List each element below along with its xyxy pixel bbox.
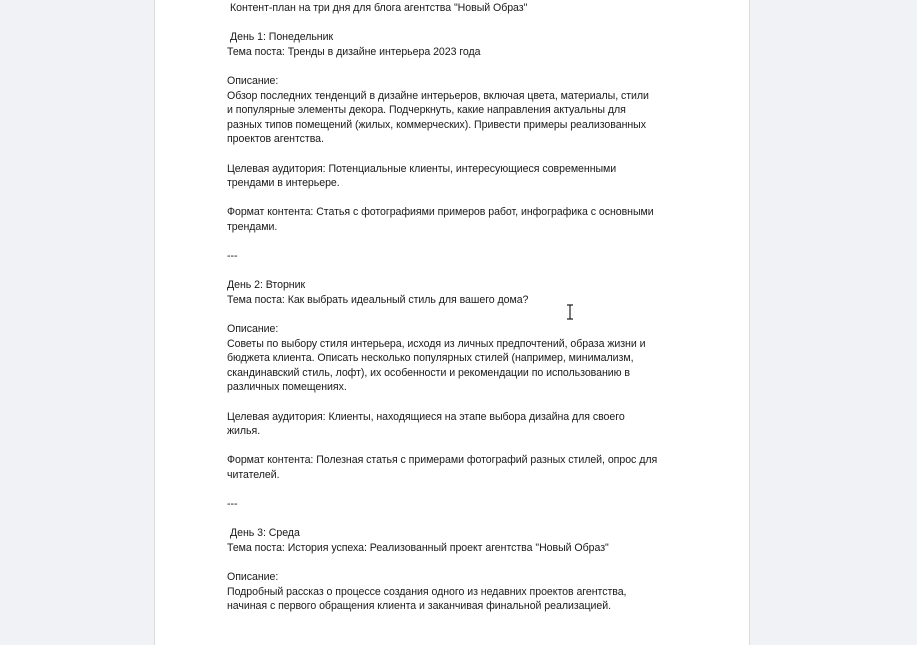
document-line: Контент-план на три дня для блога агентства "Новый Образ" — [230, 2, 528, 14]
document-line: --- — [227, 250, 238, 263]
document-body[interactable] — [227, 1, 687, 614]
blank-line — [227, 59, 687, 74]
document-line: Тема поста: История успеха: Реализованный проект агентства "Новый Образ" — [227, 541, 609, 554]
document-line: Тема поста: Тренды в дизайне интерьера 2023 года — [227, 45, 481, 58]
document-page[interactable] — [154, 0, 750, 645]
blank-line — [227, 264, 687, 279]
blank-line — [227, 235, 687, 250]
document-line: Тема поста: Как выбрать идеальный стиль для вашего дома? — [227, 293, 529, 306]
document-line: День 3: Среда — [230, 527, 300, 540]
document-line: Целевая аудитория: Клиенты, находящиеся на этапе выбора дизайна для своего — [227, 410, 625, 423]
document-line: Советы по выбору стиля интерьера, исходя из личных предпочтений, образа жизни и — [227, 337, 646, 350]
blank-line — [227, 395, 687, 410]
document-line: проектов агентства. — [227, 133, 324, 146]
blank-line — [227, 191, 687, 206]
blank-line — [227, 483, 687, 498]
document-line: Описание: — [227, 323, 279, 336]
blank-line — [227, 512, 687, 527]
document-line: начиная с первого обращения клиента и заканчивая финальной реализацией. — [227, 600, 611, 613]
document-line: День 1: Понедельник — [230, 31, 334, 44]
document-line: скандинавский стиль, лофт), их особенности и рекомендации по использованию в — [227, 366, 630, 379]
document-line: жилья. — [227, 425, 261, 438]
document-line: бюджета клиента. Описать несколько популярных стилей (например, минимализм, — [227, 352, 634, 365]
document-line: День 2: Вторник — [227, 279, 306, 292]
document-line: трендами в интерьере. — [227, 177, 340, 190]
document-line: Формат контента: Статья с фотографиями примеров работ, инфографика с основными — [227, 206, 654, 219]
blank-line — [227, 16, 687, 31]
document-line: и популярные элементы декора. Подчеркнуть, какие направления актуальны для — [227, 104, 626, 117]
document-line: различных помещениях. — [227, 381, 347, 394]
document-line: --- — [227, 498, 238, 511]
blank-line — [227, 556, 687, 571]
document-line: Обзор последних тенденций в дизайне интерьеров, включая цвета, материалы, стили — [227, 89, 649, 102]
document-line: Описание: — [227, 74, 279, 87]
blank-line — [227, 307, 687, 322]
blank-line — [227, 439, 687, 454]
document-line: трендами. — [227, 220, 278, 233]
blank-line — [227, 147, 687, 162]
document-line: Формат контента: Полезная статья с примерами фотографий разных стилей, опрос для — [227, 454, 658, 467]
document-line: разных типов помещений (жилых, коммерческих). Привести примеры реализованных — [227, 118, 646, 131]
document-line: читателей. — [227, 469, 280, 481]
document-line: Описание: — [227, 571, 279, 584]
document-line: Подробный рассказ о процессе создания одного из недавних проектов агентства, — [227, 585, 627, 598]
text-cursor-icon — [563, 304, 577, 320]
document-line: Целевая аудитория: Потенциальные клиенты, интересующиеся современными — [227, 162, 617, 175]
